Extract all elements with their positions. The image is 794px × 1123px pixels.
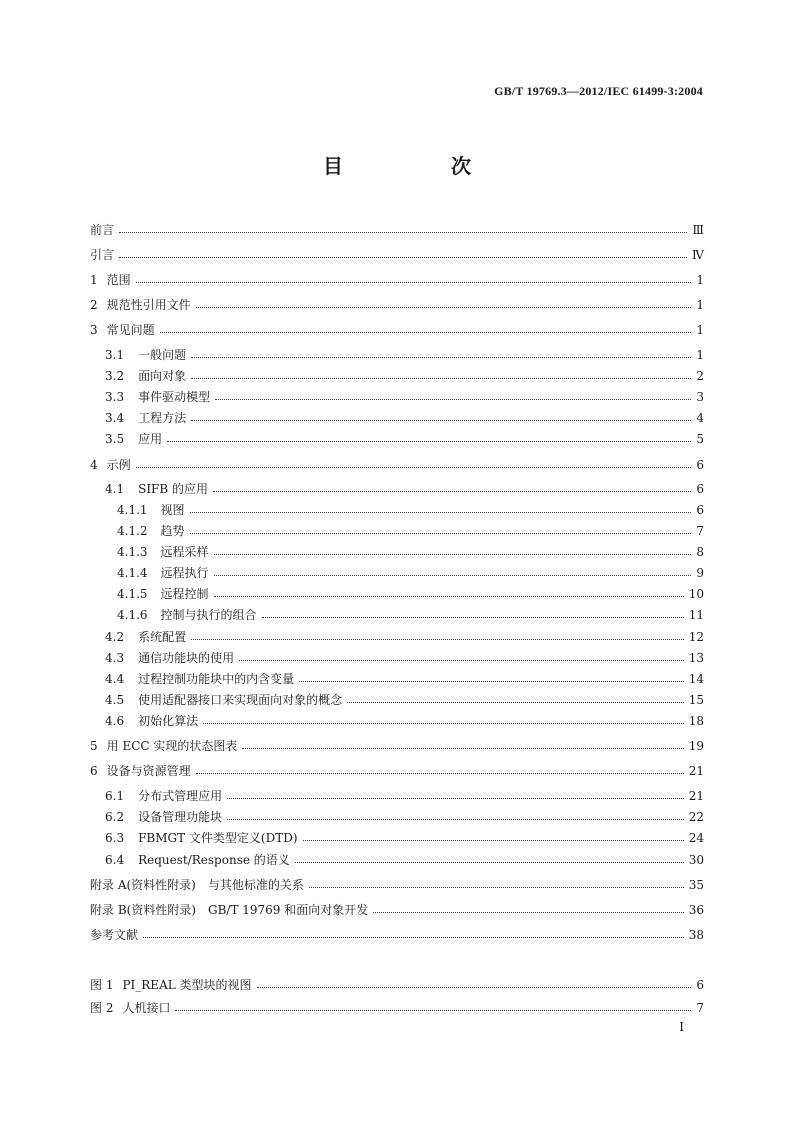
figure-entry[interactable] [90,972,704,992]
toc-entry[interactable] [90,363,704,383]
dot-leader [136,467,692,468]
entry-title: 视图 [160,503,185,517]
section-number: 6.4 [105,853,125,867]
figure-entry[interactable] [90,995,704,1015]
toc-entry[interactable] [90,560,704,580]
dot-leader [299,681,684,682]
entry-title: 设备与资源管理 [106,764,191,778]
toc-entry-label [90,223,114,237]
entry-page-number: 8 [696,545,704,559]
entry-page-number: 12 [688,630,704,644]
toc-entry[interactable] [90,518,704,538]
figure-entry-label [90,1001,170,1015]
page-title: 目 次 [323,154,515,178]
entry-page-number: 4 [696,411,704,425]
toc-entry-label [105,672,294,686]
toc-entry-label [105,714,198,728]
entry-title: 一般问题 [138,348,187,362]
toc-entry[interactable] [90,497,704,517]
entry-title: 应用 [138,432,163,446]
entry-title: 用 ECC 实现的状态图表 [106,739,238,753]
dot-leader [191,357,691,358]
toc-entry-label [117,587,209,601]
dot-leader [309,887,684,888]
toc-entry-label [105,432,162,446]
toc-entry[interactable] [90,539,704,559]
toc-entry[interactable] [90,426,704,446]
section-number: 图 2 [90,1001,114,1015]
entry-title: 过程控制功能块中的内含变量 [138,672,295,686]
entry-page-number: 1 [696,348,704,362]
entry-title: 设备管理功能块 [138,810,223,824]
entry-page-number: Ⅲ [692,223,704,237]
section-number: 5 [90,739,98,753]
dot-leader [119,232,687,233]
toc-entry[interactable] [90,342,704,362]
dot-leader [214,575,692,576]
section-number: 3.3 [105,390,125,404]
entry-page-number: 2 [696,369,704,383]
section-number: 4.1.6 [117,608,148,622]
entry-title: 通信功能块的使用 [138,651,235,665]
toc-entry-label [105,630,186,644]
entry-title: 事件驱动模型 [138,390,211,404]
entry-title: 工程方法 [138,411,187,425]
toc-entry[interactable] [90,292,704,312]
toc-entry-label [90,298,191,312]
toc-entry[interactable] [90,922,704,942]
entry-title: 附录 B(资料性附录) GB/T 19769 和面向对象开发 [90,903,369,917]
toc-entry-label [105,369,186,383]
dot-leader [215,399,691,400]
entry-page-number: 14 [688,672,704,686]
section-number: 4.1.5 [117,587,148,601]
toc-entry[interactable] [90,733,704,753]
section-number: 3.4 [105,411,125,425]
toc-entry-label [90,739,237,753]
dot-leader [203,723,684,724]
entry-title: 引言 [90,248,115,262]
section-number: 4.1.1 [117,503,148,517]
entry-page-number: 19 [688,739,704,753]
entry-page-number: Ⅳ [692,248,704,262]
section-number: 6.2 [105,810,125,824]
toc-entry-label [105,411,186,425]
page-number: Ⅰ [679,1020,684,1034]
toc-entry-label [105,651,234,665]
entry-title: 控制与执行的组合 [160,608,257,622]
toc-entry-label [105,789,222,803]
dot-leader [136,282,692,283]
section-number: 4.5 [105,693,125,707]
toc-entry-label [90,878,304,892]
section-number: 4.1.2 [117,524,148,538]
section-number: 6.3 [105,831,125,845]
toc-entry[interactable] [90,897,704,917]
toc-entry-label [105,831,298,845]
entry-title: 分布式管理应用 [138,789,223,803]
entry-page-number: 1 [696,323,704,337]
toc-entry[interactable] [90,758,704,778]
section-number: 3.2 [105,369,125,383]
dot-leader [190,533,692,534]
entry-title: FBMGT 文件类型定义(DTD) [138,831,298,845]
section-number: 4.1.3 [117,545,148,559]
entry-page-number: 11 [688,608,704,622]
dot-leader [175,1010,691,1011]
toc-entry[interactable] [90,217,704,237]
entry-page-number: 38 [688,928,704,942]
entry-page-number: 22 [688,810,704,824]
entry-page-number: 24 [688,831,704,845]
dot-leader [262,617,684,618]
toc-entry[interactable] [90,405,704,425]
section-number: 4.3 [105,651,125,665]
toc-entry-label [117,566,209,580]
section-number: 1 [90,273,98,287]
entry-page-number: 35 [688,878,704,892]
entry-title: 使用适配器接口来实现面向对象的概念 [138,693,343,707]
entry-page-number: 6 [696,482,704,496]
section-number: 4 [90,458,98,472]
toc-entry-label [105,693,342,707]
dot-leader [191,420,691,421]
toc-entry-label [90,248,114,262]
entry-title: 面向对象 [138,369,187,383]
entry-page-number: 15 [688,693,704,707]
entry-title: 规范性引用文件 [106,298,191,312]
toc-entry-label [105,348,186,362]
dot-leader [213,491,691,492]
entry-page-number: 3 [696,390,704,404]
dot-leader [373,912,683,913]
toc-entry[interactable] [90,242,704,262]
toc-entry[interactable] [90,624,704,644]
entry-title: 示例 [106,458,131,472]
entry-title: 范围 [106,273,131,287]
toc-entry-label [105,390,210,404]
entry-title: 参考文献 [90,928,139,942]
toc-entry-label [117,545,209,559]
toc-entry-label [90,928,138,942]
dot-leader [214,554,692,555]
entry-page-number: 1 [696,273,704,287]
dot-leader [239,660,684,661]
toc-entry[interactable] [90,783,704,803]
section-number: 4.4 [105,672,125,686]
entry-page-number: 5 [696,432,704,446]
toc-entry[interactable] [90,452,704,472]
toc-entry[interactable] [90,825,704,845]
entry-page-number: 36 [688,903,704,917]
entry-title: SIFB 的应用 [138,482,209,496]
entry-page-number: 9 [696,566,704,580]
entry-title: 前言 [90,223,115,237]
toc-entry[interactable] [90,476,704,496]
entry-title: 远程执行 [160,566,209,580]
toc-entry-label [117,608,257,622]
toc-entry-label [90,323,155,337]
dot-leader [242,748,683,749]
toc-entry[interactable] [90,847,704,867]
section-number: 3.5 [105,432,125,446]
entry-page-number: 7 [696,1001,704,1015]
toc-entry-label [117,503,185,517]
dot-leader [303,840,684,841]
entry-page-number: 1 [696,298,704,312]
section-number: 6 [90,764,98,778]
dot-leader [191,378,691,379]
toc-entry[interactable] [90,645,704,665]
toc-entry-label [90,458,131,472]
section-number: 4.2 [105,630,125,644]
entry-title: 远程采样 [160,545,209,559]
toc-entry[interactable] [90,804,704,824]
dot-leader [191,639,684,640]
dot-leader [196,307,692,308]
entry-page-number: 13 [688,651,704,665]
entry-title: 附录 A(资料性附录) 与其他标准的关系 [90,878,304,892]
toc-entry[interactable] [90,317,704,337]
entry-page-number: 10 [688,587,704,601]
section-number: 3 [90,323,98,337]
toc-entry-label [105,853,290,867]
section-number: 6.1 [105,789,125,803]
dot-leader [167,441,691,442]
section-number: 4.6 [105,714,125,728]
toc-entry-label [105,810,222,824]
entry-title: 远程控制 [160,587,209,601]
dot-leader [196,773,684,774]
toc-entry[interactable] [90,708,704,728]
dot-leader [295,862,684,863]
entry-page-number: 6 [696,978,704,992]
section-number: 2 [90,298,98,312]
toc-entry-label [105,482,208,496]
entry-page-number: 6 [696,458,704,472]
entry-title: 系统配置 [138,630,187,644]
dot-leader [214,596,684,597]
entry-title: Request/Response 的语义 [138,853,290,867]
dot-leader [227,798,684,799]
entry-title: PI_REAL 类型块的视图 [122,978,252,992]
section-number: 3.1 [105,348,125,362]
dot-leader [227,819,684,820]
toc-entry[interactable] [90,602,704,622]
toc-entry-label [90,764,191,778]
dot-leader [347,702,684,703]
toc-entry-label [117,524,185,538]
dot-leader [143,937,684,938]
toc-entry[interactable] [90,872,704,892]
dot-leader [257,987,692,988]
entry-title: 初始化算法 [138,714,199,728]
standard-code: GB/T 19769.3—2012/IEC 61499-3:2004 [494,84,703,98]
toc-entry[interactable] [90,581,704,601]
section-number: 4.1.4 [117,566,148,580]
entry-title: 人机接口 [122,1001,171,1015]
entry-title: 常见问题 [106,323,155,337]
dot-leader [160,332,692,333]
toc-entry[interactable] [90,384,704,404]
entry-page-number: 7 [696,524,704,538]
toc-entry[interactable] [90,267,704,287]
entry-page-number: 21 [688,764,704,778]
entry-page-number: 18 [688,714,704,728]
entry-page-number: 6 [696,503,704,517]
dot-leader [119,257,687,258]
section-number: 图 1 [90,978,114,992]
toc-entry-label [90,273,131,287]
dot-leader [190,512,692,513]
toc-entry[interactable] [90,666,704,686]
section-number: 4.1 [105,482,125,496]
entry-title: 趋势 [160,524,185,538]
toc-entry[interactable] [90,687,704,707]
figure-entry-label [90,978,252,992]
entry-page-number: 30 [688,853,704,867]
toc-entry-label [90,903,368,917]
entry-page-number: 21 [688,789,704,803]
